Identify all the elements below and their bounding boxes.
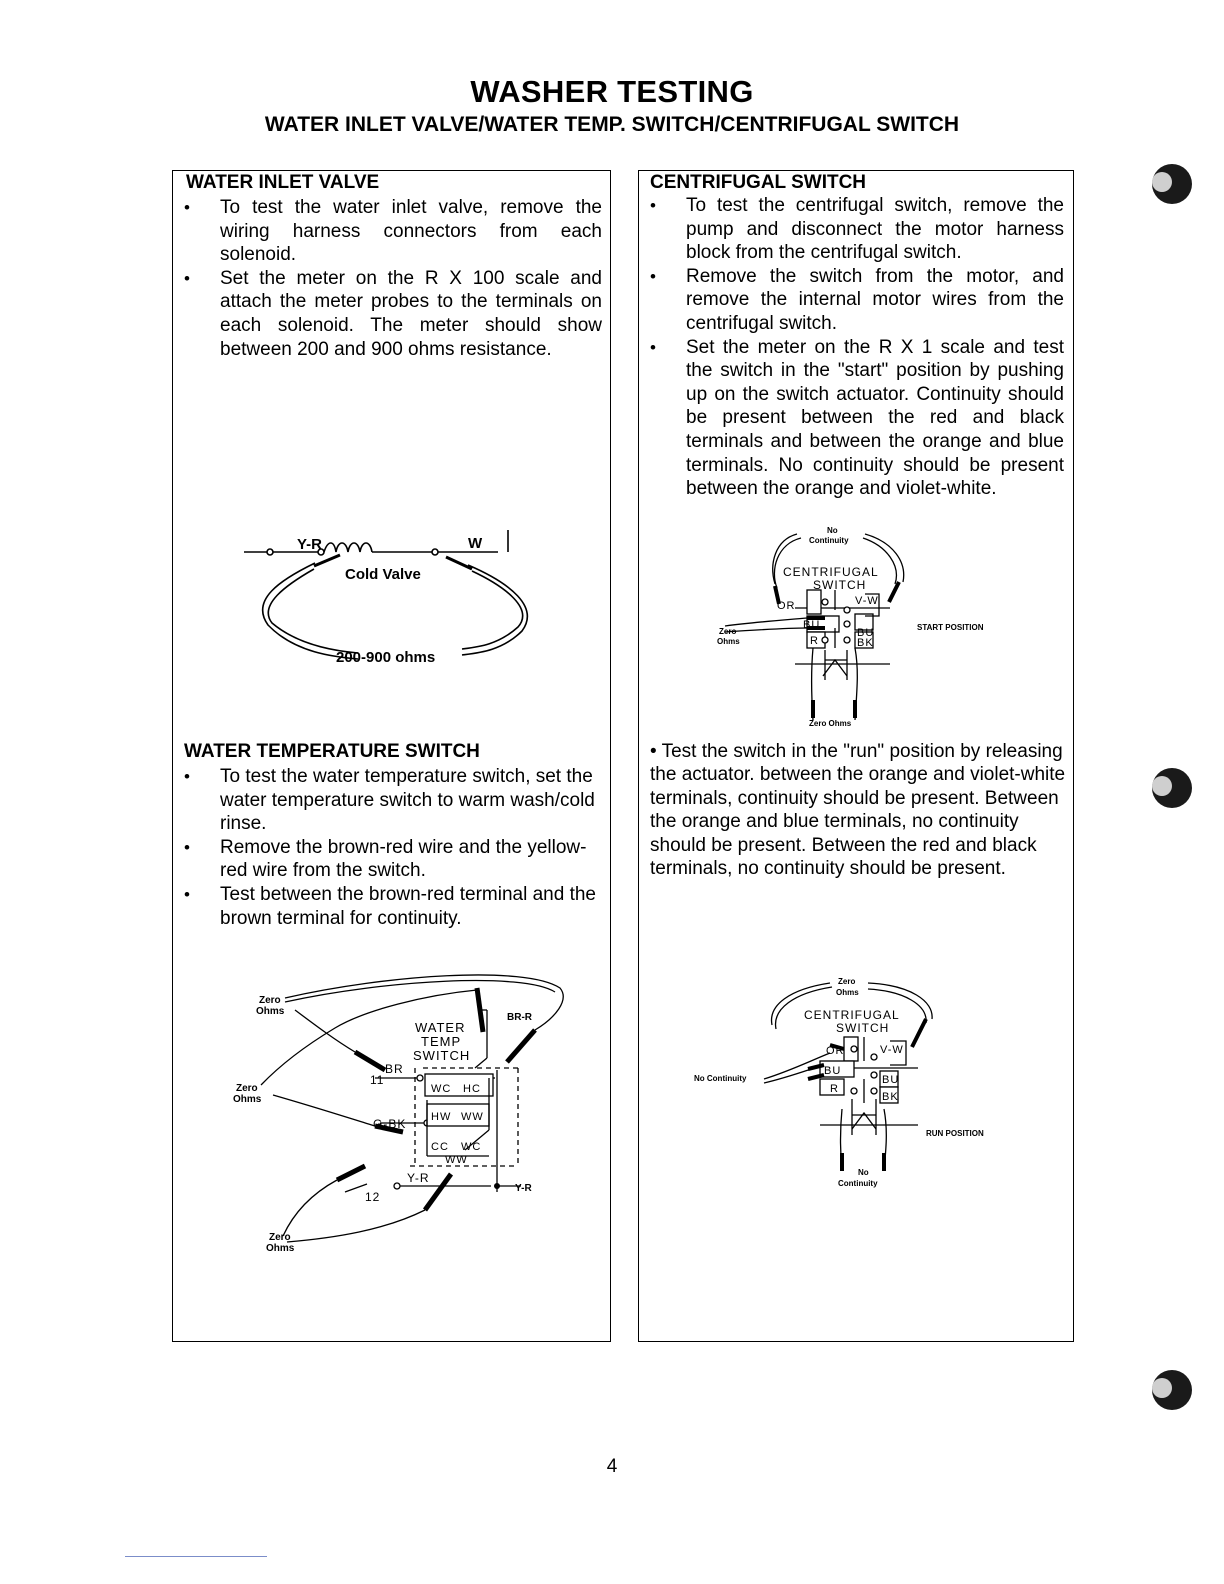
temp-switch-wire-yr: Y-R	[407, 1171, 430, 1185]
zero-ohms-2b: Ohms	[233, 1094, 262, 1105]
start-sw-label-1: CENTRIFUGAL	[783, 565, 879, 579]
start-zero-bottom: Zero Ohms	[809, 719, 852, 728]
inlet-valve-bullets	[174, 196, 602, 361]
page-number: 4	[606, 1456, 618, 1477]
centrifugal-run-paragraph: • Test the switch in the "run" position by releasing the actuator. between the orange and violet-white terminals, continuity should be present. Between the orange and blue terminals, no continuity should be present. Between the red and black terminals, no continuity should be present.	[650, 741, 1066, 880]
temp-switch-bullet-3: • Test between the brown-red terminal and the brown terminal for continuity.	[174, 883, 602, 930]
start-r-label: R	[810, 635, 819, 647]
centrifugal-bullet-2: • Remove the switch from the motor, and remove the internal motor wires from the centrifugal switch.	[640, 265, 1064, 336]
footer-divider	[125, 1556, 267, 1557]
temp-switch-label-3: SWITCH	[413, 1048, 471, 1063]
run-or-label: OR	[826, 1045, 845, 1057]
run-position-label: RUN POSITION	[926, 1129, 984, 1138]
zero-ohms-3b: Ohms	[266, 1243, 295, 1254]
start-position-label: START POSITION	[917, 623, 984, 632]
run-left-no-continuity: No Continuity	[694, 1074, 747, 1083]
temp-switch-term-12: 12	[365, 1190, 381, 1204]
hole-punch-mark-top	[1148, 160, 1198, 208]
centrifugal-run-diagram	[690, 975, 1020, 1195]
temp-switch-hw: HW	[431, 1111, 452, 1123]
temp-switch-bullets	[174, 765, 602, 930]
cold-valve-w-label: W	[468, 535, 483, 552]
start-bu-left: BU	[803, 619, 821, 631]
centrifugal-bullet-1: • To test the centrifugal switch, remove the pump and disconnect the motor harness block from the centrifugal switch.	[640, 194, 1064, 265]
zero-ohms-3a: Zero	[269, 1232, 291, 1243]
cold-valve-reading: 200-900 ohms	[336, 649, 436, 666]
run-sw-label-1: CENTRIFUGAL	[804, 1008, 900, 1022]
temp-switch-wire-yr-end: Y-R	[515, 1183, 532, 1194]
cold-valve-yr-label: Y-R	[297, 536, 323, 553]
temp-switch-term-11: 11	[370, 1073, 385, 1087]
centrifugal-start-diagram	[715, 520, 1015, 735]
run-vw-label: V-W	[880, 1044, 904, 1056]
inlet-valve-bullet-1: • To test the water inlet valve, remove the wiring harness connectors from each solenoid.	[174, 196, 602, 267]
start-zero-left-b: Ohms	[717, 637, 740, 646]
temp-switch-wc2: WC	[461, 1141, 482, 1153]
temp-switch-ww2: WW	[445, 1154, 468, 1166]
temp-switch-bullet-2: • Remove the brown-red wire and the yellow-red wire from the switch.	[174, 836, 602, 883]
run-bottom-no: No	[858, 1168, 869, 1177]
run-bu-left: BU	[824, 1065, 842, 1077]
zero-ohms-1a: Zero	[259, 995, 281, 1006]
start-zero-left-a: Zero	[719, 627, 737, 636]
temp-switch-wc: WC	[431, 1083, 452, 1095]
temp-switch-cc: CC	[431, 1141, 449, 1153]
start-vw-label: V-W	[855, 595, 879, 607]
start-top-no: No	[827, 526, 838, 535]
temp-switch-heading: WATER TEMPERATURE SWITCH	[184, 741, 480, 762]
centrifugal-bullet-3: • Set the meter on the R X 1 scale and test the switch in the "start" position by pushing up on the switch actuator. Continuity should be present between the red and black terminals and between the orange and blue terminals. No continuity should be present between the orange and violet-white.	[640, 336, 1064, 501]
temp-switch-hc: HC	[463, 1083, 481, 1095]
run-r-label: R	[830, 1083, 839, 1095]
inlet-valve-bullet-2: • Set the meter on the R X 100 scale and attach the meter probes to the terminals on each solenoid. The meter should show between 200 and 900 ohms resistance.	[174, 267, 602, 361]
start-sw-label-2: SWITCH	[813, 578, 867, 592]
run-sw-label-2: SWITCH	[836, 1021, 890, 1035]
water-temp-switch-diagram	[225, 970, 575, 1260]
run-bk-label: BK	[882, 1091, 899, 1103]
start-bu-right: BU	[857, 627, 875, 639]
centrifugal-bullets	[640, 194, 1064, 501]
zero-ohms-1b: Ohms	[256, 1006, 285, 1017]
run-bottom-continuity: Continuity	[838, 1179, 878, 1188]
temp-switch-label-1: WATER	[415, 1020, 466, 1035]
start-bk-label: BK	[857, 637, 874, 649]
run-top-zero: Zero	[838, 977, 856, 986]
page-title: WASHER TESTING	[470, 74, 754, 109]
hole-punch-mark-bottom	[1148, 1366, 1198, 1414]
temp-switch-wire-gbk: G-BK	[373, 1117, 407, 1131]
temp-switch-label-2: TEMP	[421, 1034, 462, 1049]
zero-ohms-2a: Zero	[236, 1083, 258, 1094]
temp-switch-wire-brr: BR-R	[507, 1012, 532, 1023]
temp-switch-ww: WW	[461, 1111, 484, 1123]
temp-switch-wire-br: BR	[385, 1062, 404, 1076]
run-top-ohms: Ohms	[836, 988, 859, 997]
temp-switch-bullet-1: • To test the water temperature switch, set the water temperature switch to warm wash/cold rinse.	[174, 765, 602, 836]
cold-valve-diagram	[240, 525, 550, 675]
centrifugal-heading: CENTRIFUGAL SWITCH	[650, 172, 867, 193]
start-top-continuity: Continuity	[809, 536, 849, 545]
page-subtitle: WATER INLET VALVE/WATER TEMP. SWITCH/CENTRIFUGAL SWITCH	[264, 113, 960, 136]
run-bu-right: BU	[882, 1074, 900, 1086]
hole-punch-mark-middle	[1148, 764, 1198, 812]
start-or-label: OR	[777, 600, 796, 612]
cold-valve-label: Cold Valve	[345, 566, 421, 583]
inlet-valve-heading: WATER INLET VALVE	[186, 172, 380, 193]
